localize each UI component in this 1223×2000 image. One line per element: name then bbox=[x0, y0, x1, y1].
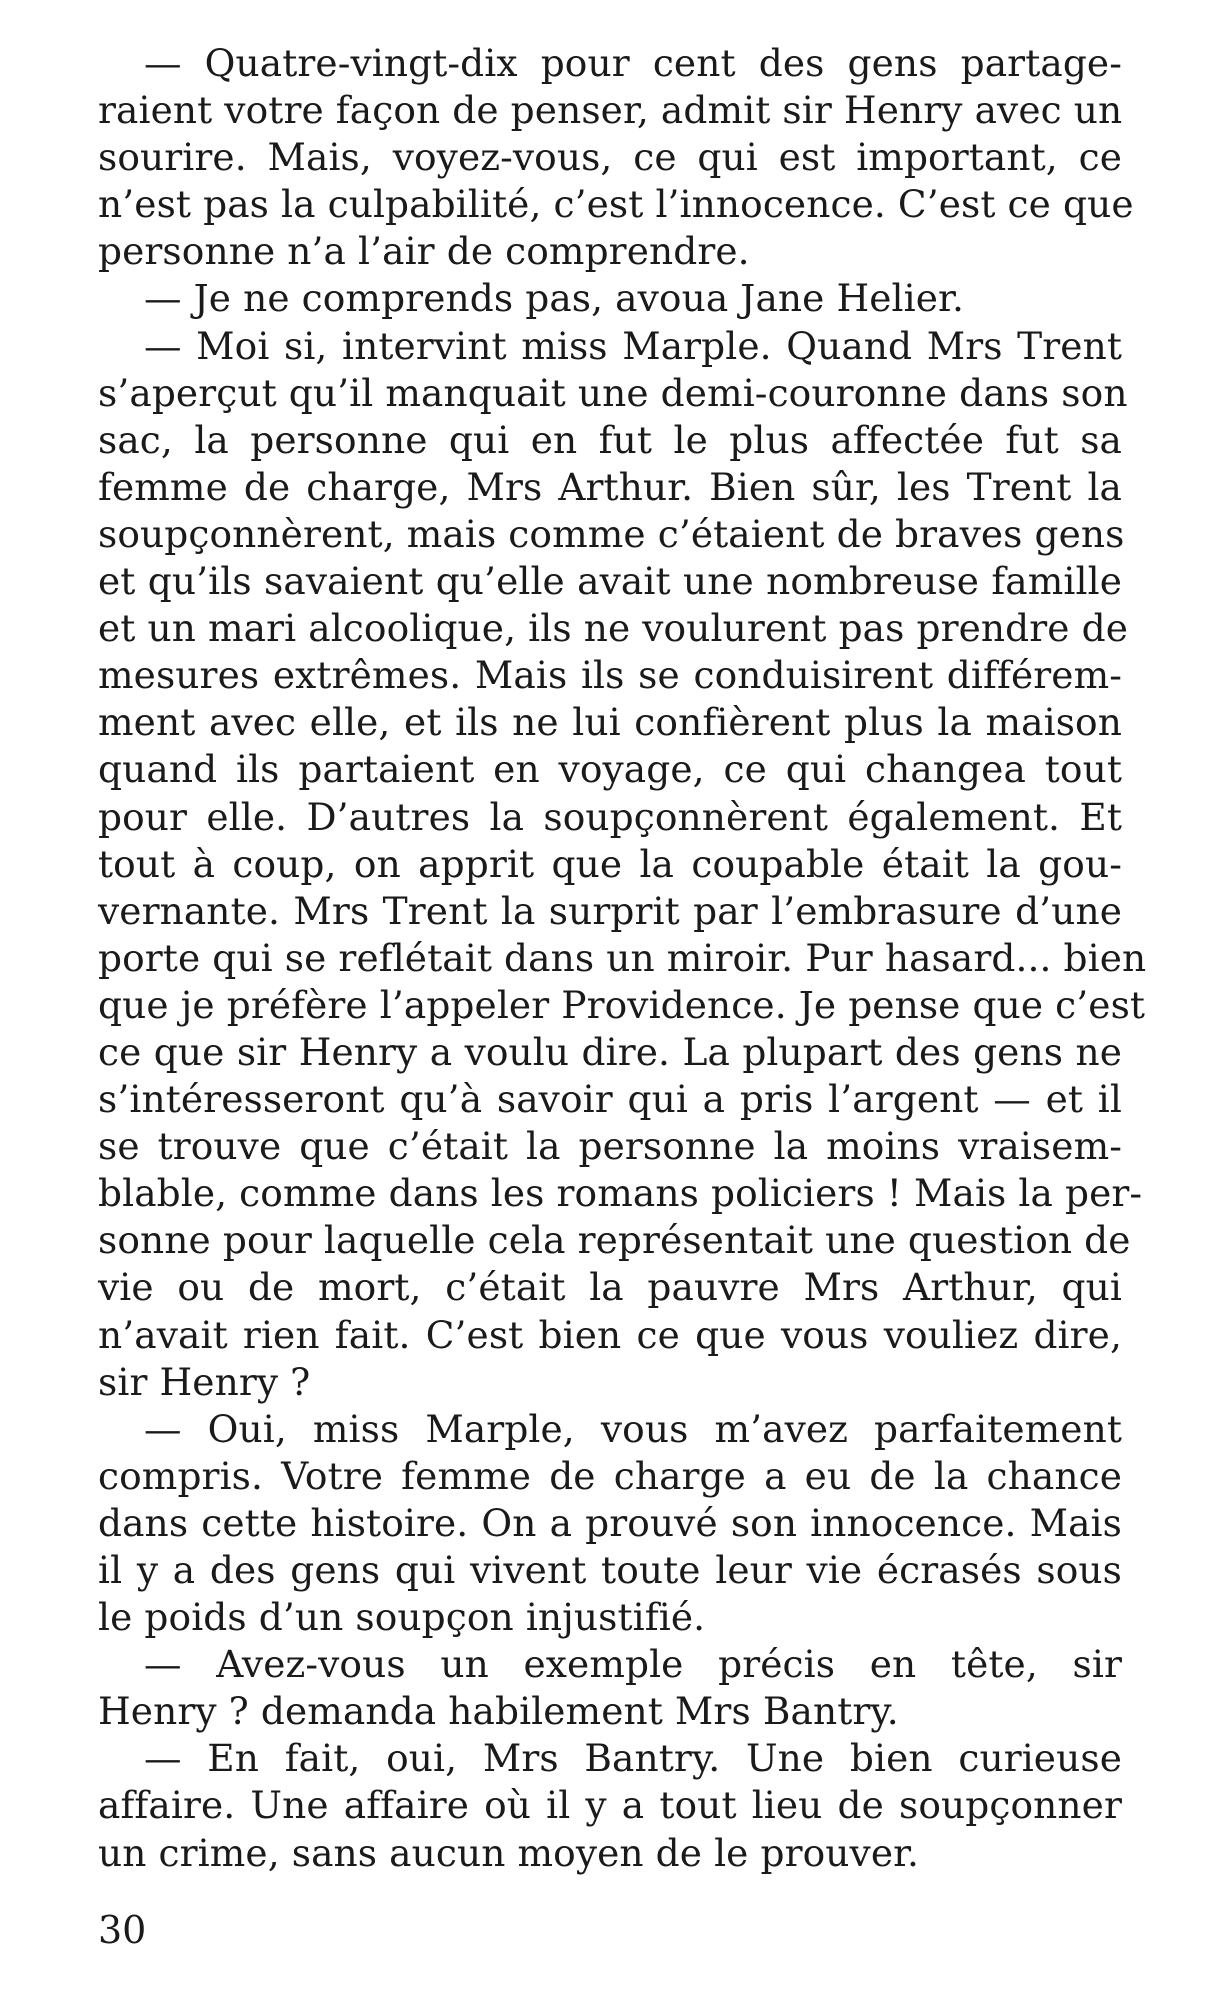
page-text bbox=[98, 40, 1147, 1877]
text-line: porte qui se reflétait dans un miroir. Pur hasard... bien bbox=[98, 935, 1147, 980]
text-line: sourire. Mais, voyez-vous, ce qui est important, ce bbox=[98, 135, 1122, 180]
text-line: le poids d’un soupçon injustifié. bbox=[98, 1595, 706, 1640]
text-line: un crime, sans aucun moyen de le prouver. bbox=[98, 1830, 920, 1875]
text-line: s’aperçut qu’il manquait une demi-couronne dans son bbox=[98, 370, 1128, 415]
text-line: — Avez-vous un exemple précis en tête, sir bbox=[144, 1642, 1122, 1687]
text-line: pour elle. D’autres la soupçonnèrent également. Et bbox=[98, 794, 1122, 839]
text-line: affaire. Une affaire où il y a tout lieu de soupçonner bbox=[98, 1783, 1122, 1828]
text-line: — Quatre-vingt-dix pour cent des gens partage- bbox=[144, 41, 1122, 85]
text-line: — Je ne comprends pas, avoua Jane Helier. bbox=[144, 276, 964, 321]
text-line: tout à coup, on apprit que la coupable était la gou- bbox=[98, 841, 1122, 886]
text-line: et un mari alcoolique, ils ne voulurent pas prendre de bbox=[98, 606, 1129, 651]
text-line: femme de charge, Mrs Arthur. Bien sûr, les Trent la bbox=[98, 464, 1122, 509]
text-line: se trouve que c’était la personne la moins vraisem- bbox=[98, 1124, 1122, 1169]
text-line: Henry ? demanda habilement Mrs Bantry. bbox=[98, 1689, 899, 1734]
text-line: vie ou de mort, c’était la pauvre Mrs Arthur, qui bbox=[98, 1265, 1122, 1310]
text-line: — Moi si, intervint miss Marple. Quand Mrs Trent bbox=[144, 323, 1122, 368]
text-line: sir Henry ? bbox=[98, 1359, 311, 1404]
page-number: 30 bbox=[98, 1908, 147, 1952]
text-line: ment avec elle, et ils ne lui confièrent plus la maison bbox=[98, 700, 1122, 745]
text-line: compris. Votre femme de charge a eu de la chance bbox=[98, 1453, 1122, 1498]
text-line: dans cette histoire. On a prouvé son innocence. Mais bbox=[98, 1500, 1122, 1545]
text-line: mesures extrêmes. Mais ils se conduisirent différem- bbox=[98, 653, 1122, 698]
text-line: quand ils partaient en voyage, ce qui changea tout bbox=[98, 747, 1122, 792]
text-line: il y a des gens qui vivent toute leur vie écrasés sous bbox=[98, 1548, 1122, 1592]
text-line: ce que sir Henry a voulu dire. La plupart des gens ne bbox=[98, 1029, 1122, 1074]
text-line: blable, comme dans les romans policiers ! Mais la per- bbox=[98, 1171, 1143, 1216]
text-line: n’est pas la culpabilité, c’est l’innocence. C’est ce que bbox=[98, 182, 1134, 227]
text-line: sac, la personne qui en fut le plus affectée fut sa bbox=[98, 417, 1122, 462]
text-line: vernante. Mrs Trent la surprit par l’embrasure d’une bbox=[98, 888, 1122, 933]
text-line: soupçonnèrent, mais comme c’étaient de braves gens bbox=[98, 511, 1125, 556]
text-line: — Oui, miss Marple, vous m’avez parfaitement bbox=[144, 1406, 1122, 1451]
text-line: et qu’ils savaient qu’elle avait une nombreuse famille bbox=[98, 559, 1122, 604]
text-line: raient votre façon de penser, admit sir Henry avec un bbox=[98, 88, 1123, 133]
text-line: s’intéresseront qu’à savoir qui a pris l’argent — et il bbox=[98, 1077, 1122, 1122]
text-line: — En fait, oui, Mrs Bantry. Une bien curieuse bbox=[144, 1736, 1122, 1781]
text-line: sonne pour laquelle cela représentait une question de bbox=[98, 1218, 1131, 1263]
text-line: que je préfère l’appeler Providence. Je pense que c’est bbox=[98, 982, 1146, 1027]
text-line: personne n’a l’air de comprendre. bbox=[98, 229, 750, 274]
text-line: n’avait rien fait. C’est bien ce que vous vouliez dire, bbox=[98, 1312, 1122, 1357]
